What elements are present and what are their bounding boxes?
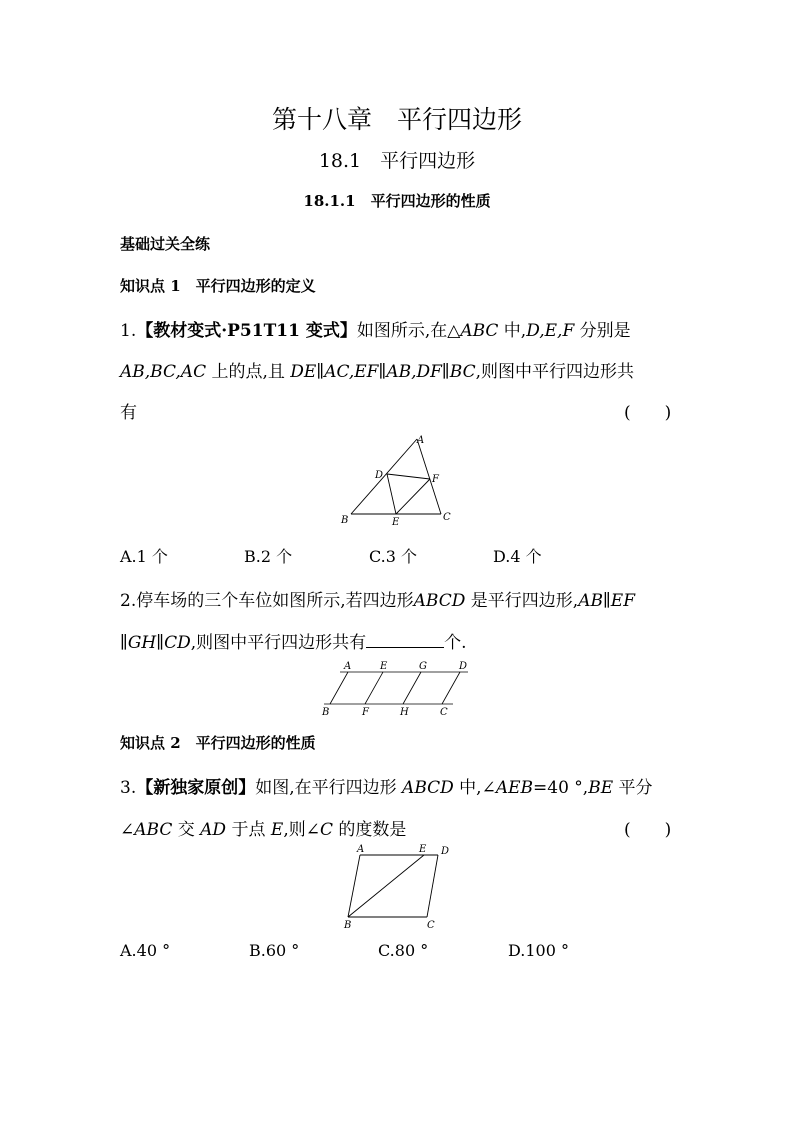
q3-side-dc [427, 855, 438, 917]
q2-label-c: C [440, 707, 448, 718]
q2-figure [318, 658, 478, 720]
q3-tag: 【新独家原创】 [136, 778, 256, 798]
q3-answer-paren: ( ) [624, 820, 672, 840]
q1-segment-de [387, 474, 396, 514]
q2-label-f: F [362, 707, 369, 718]
q1-number: 1. [120, 321, 137, 341]
q2-label-e: E [380, 661, 388, 672]
q3-segment-be [348, 855, 424, 917]
q3-label-c: C [427, 920, 435, 931]
q2-label-h: H [400, 707, 409, 718]
q1-answer-paren: ( ) [624, 403, 672, 423]
chapter-title: 第十八章 平行四边形 [271, 105, 522, 134]
q1-label-b: B [341, 515, 349, 526]
q1-figure [335, 430, 465, 530]
q1-segment-ef [396, 479, 430, 514]
q1-label-c: C [443, 512, 451, 523]
q3-option-c[interactable]: C.80 ° [378, 941, 429, 960]
q1-label-d: D [375, 470, 384, 481]
q2-line-ef [365, 672, 383, 704]
q1-label-a: A [417, 435, 425, 446]
q2-line2: ∥GH∥CD,则图中平行四边形共有 个. [120, 633, 467, 653]
q2-label-d: D [459, 661, 468, 672]
q3-option-a[interactable]: A.40 ° [120, 941, 171, 960]
q1-segment-df [387, 474, 430, 479]
q1-line3: 有 [120, 403, 137, 423]
q1-option-c[interactable]: C.3 个 [369, 547, 418, 566]
subsection-title: 18.1.1 平行四边形的性质 [303, 192, 491, 210]
q3-figure [338, 840, 463, 935]
q1-label-f: F [432, 474, 439, 485]
q2-number: 2. [120, 591, 137, 611]
knowledge-point-2: 知识点 2 平行四边形的性质 [120, 734, 316, 752]
q2-answer-blank[interactable] [366, 633, 444, 648]
q1-option-d[interactable]: D.4 个 [493, 547, 542, 566]
practice-heading: 基础过关全练 [120, 235, 211, 253]
q3-label-a: A [357, 844, 365, 855]
q2-label-b: B [322, 707, 330, 718]
q3-number: 3. [120, 778, 137, 798]
q1-label-e: E [392, 517, 400, 528]
q2-line-gh [403, 672, 421, 704]
q1-option-a[interactable]: A.1 个 [120, 547, 168, 566]
q2-label-a: A [344, 661, 352, 672]
q1-tag: 【教材变式·P51T11 变式】 [136, 321, 357, 341]
q2-line1: 2.停车场的三个车位如图所示,若四边形ABCD 是平行四边形,AB∥EF [120, 591, 636, 611]
q3-label-e: E [419, 844, 427, 855]
q1-line2: AB,BC,AC 上的点,且 DE∥AC,EF∥AB,DF∥BC,则图中平行四边形共 [120, 362, 635, 382]
section-title: 18.1 平行四边形 [318, 150, 476, 172]
knowledge-point-1: 知识点 1 平行四边形的定义 [120, 277, 316, 295]
q2-line-ab [330, 672, 348, 704]
q3-line2: ∠ABC 交 AD 于点 E,则∠C 的度数是 [120, 820, 407, 840]
q3-side-ab [348, 855, 360, 917]
q3-label-d: D [441, 846, 450, 857]
q3-line1: 3.【新独家原创】如图,在平行四边形 ABCD 中,∠AEB=40 °,BE 平分 [120, 778, 653, 798]
q3-option-b[interactable]: B.60 ° [249, 941, 300, 960]
q2-label-g: G [419, 661, 427, 672]
q1-line1: 1.【教材变式·P51T11 变式】如图所示,在△ABC 中,D,E,F 分别是 [120, 321, 631, 341]
q1-option-b[interactable]: B.2 个 [244, 547, 293, 566]
q2-line-cd [442, 672, 460, 704]
q3-label-b: B [344, 920, 352, 931]
q3-option-d[interactable]: D.100 ° [508, 941, 569, 960]
